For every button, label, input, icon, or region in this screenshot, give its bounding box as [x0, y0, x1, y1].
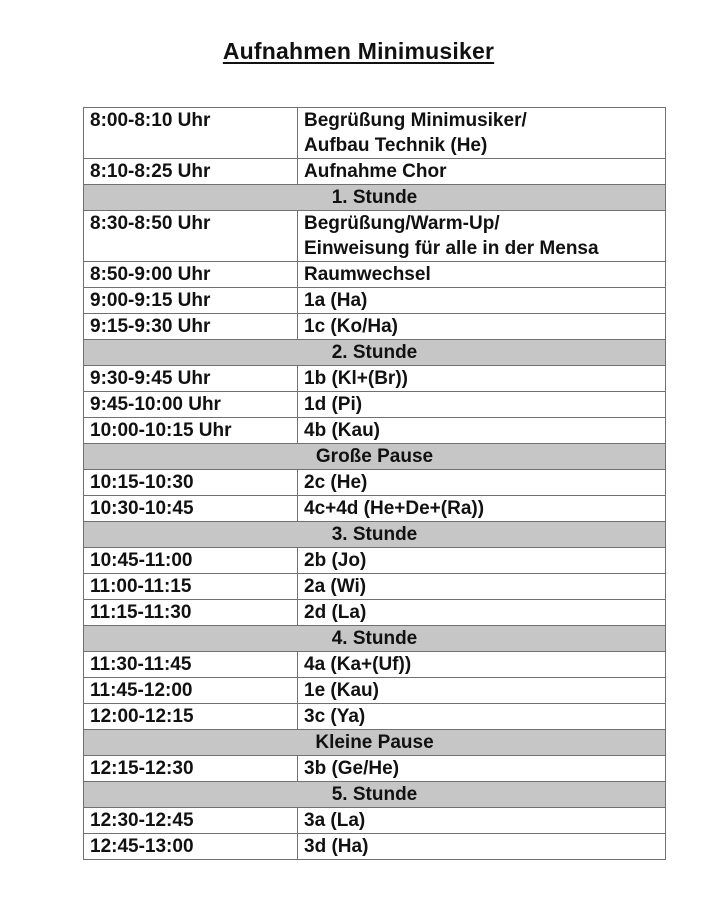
- section-header-row: [84, 782, 666, 808]
- schedule-row: [84, 262, 666, 288]
- time-cell: 11:15-11:30: [84, 600, 298, 626]
- section-header: 2. Stunde: [84, 340, 666, 366]
- activity-line: Begrüßung/Warm-Up/: [304, 213, 500, 234]
- activity-line: 1e (Kau): [304, 680, 379, 701]
- time-cell: 11:00-11:15: [84, 574, 298, 600]
- activity-cell: [298, 288, 666, 314]
- activity-cell: [298, 470, 666, 496]
- activity-cell: [298, 834, 666, 860]
- time-cell: 12:15-12:30: [84, 756, 298, 782]
- activity-line: Begrüßung Minimusiker/: [304, 110, 527, 131]
- activity-line: 3a (La): [304, 810, 366, 831]
- schedule-row: [84, 108, 666, 159]
- activity-cell: [298, 418, 666, 444]
- schedule-row: [84, 574, 666, 600]
- section-header-row: [84, 522, 666, 548]
- schedule-row: [84, 548, 666, 574]
- activity-line: 1b (Kl+(Br)): [304, 368, 408, 389]
- activity-line: 1a (Ha): [304, 290, 368, 311]
- time-cell: 9:30-9:45 Uhr: [84, 366, 298, 392]
- activity-line: Aufnahme Chor: [304, 161, 447, 182]
- schedule-row: [84, 678, 666, 704]
- section-header-row: [84, 626, 666, 652]
- activity-cell: [298, 314, 666, 340]
- activity-line: 1d (Pi): [304, 394, 363, 415]
- schedule-row: [84, 600, 666, 626]
- time-cell: 12:30-12:45: [84, 808, 298, 834]
- schedule-row: [84, 366, 666, 392]
- schedule-body: [84, 108, 666, 860]
- activity-cell: [298, 496, 666, 522]
- section-header: 5. Stunde: [84, 782, 666, 808]
- activity-cell: [298, 159, 666, 185]
- time-cell: 9:15-9:30 Uhr: [84, 314, 298, 340]
- schedule-row: [84, 834, 666, 860]
- section-header-row: [84, 340, 666, 366]
- time-cell: 10:15-10:30: [84, 470, 298, 496]
- activity-line: 3b (Ge/He): [304, 758, 400, 779]
- time-cell: 8:50-9:00 Uhr: [84, 262, 298, 288]
- time-cell: 10:45-11:00: [84, 548, 298, 574]
- section-header-row: [84, 444, 666, 470]
- activity-line: 4b (Kau): [304, 420, 380, 441]
- activity-line: 2b (Jo): [304, 550, 367, 571]
- schedule-row: [84, 496, 666, 522]
- activity-line: 1c (Ko/Ha): [304, 316, 398, 337]
- activity-line: 2d (La): [304, 602, 367, 623]
- activity-cell: [298, 548, 666, 574]
- schedule-row: [84, 211, 666, 262]
- time-cell: 11:45-12:00: [84, 678, 298, 704]
- activity-cell: [298, 600, 666, 626]
- activity-line: 2c (He): [304, 472, 368, 493]
- activity-line: 3c (Ya): [304, 706, 366, 727]
- time-cell: 8:30-8:50 Uhr: [84, 211, 298, 262]
- time-cell: 11:30-11:45: [84, 652, 298, 678]
- schedule-row: [84, 652, 666, 678]
- schedule-row: [84, 288, 666, 314]
- activity-line: 2a (Wi): [304, 576, 367, 597]
- activity-cell: [298, 808, 666, 834]
- schedule-row: [84, 756, 666, 782]
- time-cell: 12:45-13:00: [84, 834, 298, 860]
- section-header: 1. Stunde: [84, 185, 666, 211]
- section-header-row: [84, 185, 666, 211]
- section-header: Kleine Pause: [84, 730, 666, 756]
- time-cell: 8:00-8:10 Uhr: [84, 108, 298, 159]
- activity-line: Raumwechsel: [304, 264, 431, 285]
- section-header: 4. Stunde: [84, 626, 666, 652]
- activity-cell: [298, 574, 666, 600]
- schedule-row: [84, 808, 666, 834]
- activity-cell: [298, 678, 666, 704]
- section-header: Große Pause: [84, 444, 666, 470]
- time-cell: 12:00-12:15: [84, 704, 298, 730]
- time-cell: 9:45-10:00 Uhr: [84, 392, 298, 418]
- activity-cell: [298, 392, 666, 418]
- activity-cell: [298, 704, 666, 730]
- schedule-table: [83, 107, 666, 860]
- time-cell: 9:00-9:15 Uhr: [84, 288, 298, 314]
- section-header: 3. Stunde: [84, 522, 666, 548]
- schedule-row: [84, 392, 666, 418]
- time-cell: 10:30-10:45: [84, 496, 298, 522]
- activity-line: Einweisung für alle in der Mensa: [304, 238, 599, 259]
- activity-line: Aufbau Technik (He): [304, 135, 488, 156]
- section-header-row: [84, 730, 666, 756]
- schedule-row: [84, 470, 666, 496]
- activity-cell: [298, 756, 666, 782]
- activity-cell: [298, 108, 666, 159]
- activity-cell: [298, 652, 666, 678]
- schedule-row: [84, 314, 666, 340]
- page-title: Aufnahmen Minimusiker: [222, 38, 495, 64]
- activity-cell: [298, 366, 666, 392]
- activity-cell: [298, 211, 666, 262]
- schedule-row: [84, 418, 666, 444]
- time-cell: 10:00-10:15 Uhr: [84, 418, 298, 444]
- activity-line: 4c+4d (He+De+(Ra)): [304, 498, 485, 519]
- schedule-row: [84, 159, 666, 185]
- time-cell: 8:10-8:25 Uhr: [84, 159, 298, 185]
- activity-line: 3d (Ha): [304, 836, 369, 857]
- activity-cell: [298, 262, 666, 288]
- schedule-row: [84, 704, 666, 730]
- activity-line: 4a (Ka+(Uf)): [304, 654, 412, 675]
